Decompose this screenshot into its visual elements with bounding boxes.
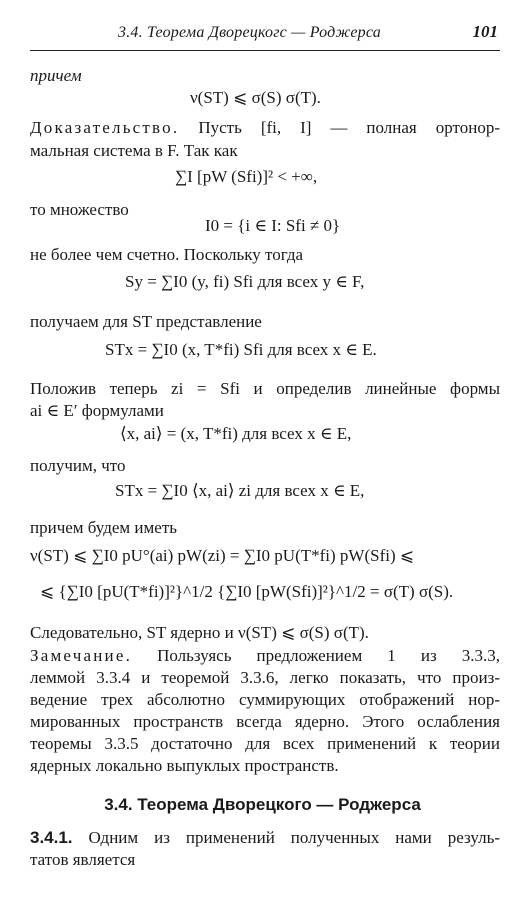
- text-fragment: Пусть [fi, I] — полная ортонор-: [179, 118, 500, 137]
- text-line: теоремы 3.3.5 достаточно для всех применений к теории: [30, 734, 500, 753]
- formula-estimate-2: ⩽ {∑I0 [pU(T*fi)]²}^1/2 {∑I0 [pW(Sfi)]²}^1/2 = σ(T) σ(S).: [40, 582, 454, 601]
- formula-stx-sum: STx = ∑I0 ⟨x, ai⟩ zi для всех x ∈ E,: [115, 481, 365, 500]
- section-heading: 3.4. Теорема Дворецкого — Роджерса: [104, 795, 421, 814]
- formula-nu-st: ν(ST) ⩽ σ(S) σ(T).: [190, 88, 321, 107]
- text-line: мированных пространств всегда ядерно. Этого ослабления: [30, 712, 500, 731]
- text-line: не более чем счетно. Поскольку тогда: [30, 245, 304, 264]
- text-line: причем: [30, 66, 82, 85]
- header-title: 3.4. Теорема Дворецкогс — Роджерса: [118, 24, 381, 41]
- text-line: татов является: [30, 850, 136, 869]
- remark-start-line: [30, 646, 500, 666]
- text-line: Следовательно, ST ядерно и ν(ST) ⩽ σ(S) σ(T).: [30, 623, 369, 642]
- remark-label: Замечание.: [30, 646, 133, 665]
- text-line: причем будем иметь: [30, 518, 178, 537]
- page-number: 101: [472, 22, 498, 41]
- text-line: мальная система в F. Так как: [30, 141, 238, 160]
- formula-estimate-1: ν(ST) ⩽ ∑I0 pU°(ai) pW(zi) = ∑I0 pU(T*fi) pW(Sfi) ⩽: [30, 546, 415, 565]
- formula-i0: I0 = {i ∈ I: Sfi ≠ 0}: [205, 216, 341, 235]
- paragraph-start-line: [30, 828, 500, 848]
- text-line: ядерных локально выпуклых пространств.: [30, 756, 339, 775]
- formula-functional: ⟨x, ai⟩ = (x, T*fi) для всех x ∈ E,: [120, 424, 352, 443]
- text-line: леммой 3.3.4 и теоремой 3.3.6, легко показать, что произ-: [30, 668, 500, 687]
- text-line: получим, что: [30, 456, 126, 475]
- running-header: [30, 20, 500, 51]
- text-line: ведение трех абсолютно суммирующих отображений нор-: [30, 690, 500, 709]
- text-line: Положив теперь zi = Sfi и определив линейные формы: [30, 379, 500, 398]
- formula-sum-pw: ∑I [pW (Sfi)]² < +∞,: [175, 167, 318, 186]
- text-fragment: Пользуясь предложением 1 из 3.3.3,: [132, 646, 500, 665]
- subsection-number: 3.4.1.: [30, 828, 73, 847]
- text-line: ai ∈ E′ формулами: [30, 401, 164, 420]
- text-fragment: Одним из применений полученных нами резуль-: [72, 828, 500, 847]
- formula-sy: Sy = ∑I0 (y, fi) Sfi для всех y ∈ F,: [125, 272, 365, 291]
- text-line: то множество: [30, 200, 129, 219]
- text-line: получаем для ST представление: [30, 312, 262, 331]
- proof-start-line: [30, 118, 500, 138]
- formula-stx: STx = ∑I0 (x, T*fi) Sfi для всех x ∈ E.: [105, 340, 377, 359]
- proof-label: Доказательство.: [30, 118, 180, 137]
